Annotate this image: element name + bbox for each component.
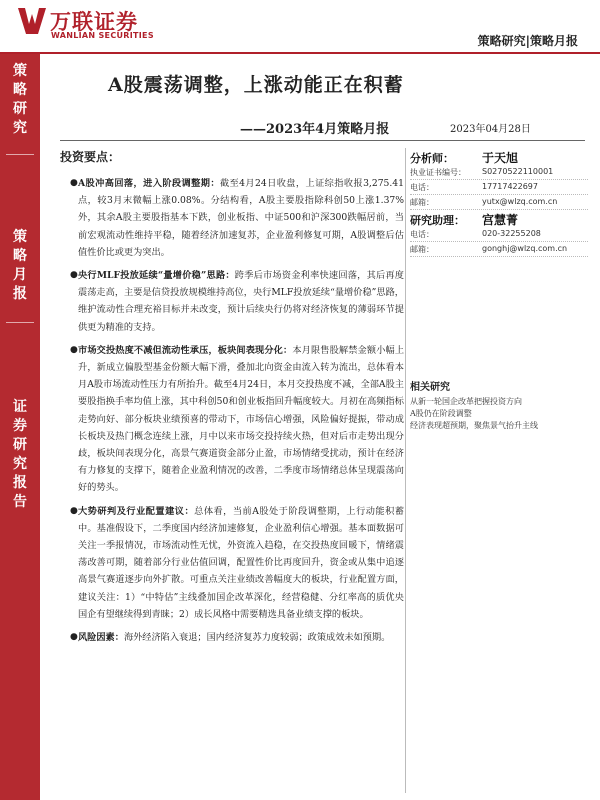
analyst-row: [410, 148, 588, 165]
report-category: 策略研究|策略月报: [477, 34, 578, 48]
related-research: [410, 378, 588, 432]
sidebar-label-strategy-research: 策略研究: [13, 63, 27, 136]
analyst-label: 分析师：: [410, 152, 454, 165]
wanlian-logo-icon: [18, 8, 46, 34]
phone-value: 17717422697: [482, 182, 538, 191]
key-point-lead: 央行MLF投放延续“量增价稳”思路：: [78, 270, 235, 282]
related-heading: 相关研究: [410, 382, 450, 393]
section-heading: 投资要点：: [60, 150, 121, 164]
key-point: [60, 629, 404, 646]
report-title: A股震荡调整，上涨动能正在积蓄: [108, 74, 404, 96]
key-point-text: 本月限售股解禁金额小幅上升，新成立偏股型基金份额大幅下滑，叠加北向资金由流入转为流出，总体看本月A股市场流动性压力有所抬升。截至4月24日，本月交投热度不减，全部A股主要股指换手率均值上涨，其中科创50和创业板指回升幅度较大。月初在高频指标走势向好、部分板块业绩预喜的带动下，市场信心增强，风险偏好提振，带动成长板块及热门概念连续上涨，月中以来市场交投持续火热，但对后市走势出现分歧，板块间表现分化，高景气赛道资金部分止盈，市场情绪受扰动，预计在经济有力修复的支撑下，随着企业盈利情况的改善，二季度市场情绪总体呈现震荡向好的势头。: [78, 344, 405, 494]
key-point-text: 跨季后市场资金利率快速回落，其后再度震荡走高，主要是信贷投放规模维持高位，央行MLF投放延续“量增价稳”思路，维护流动性合理充裕目标并未改变，预计后续央行仍将对经济恢复的薄弱环节提供更为精准的支持。: [78, 270, 404, 333]
email-value[interactable]: yutx@wlzq.com.cn: [482, 197, 558, 206]
bullet-icon: ●: [70, 270, 78, 281]
key-point-text: 总体看，当前A股处于阶段调整期，上行动能积蓄中。基准假设下，二季度国内经济加速修复，企业盈利信心增强。基本面数据可关注一季报情况，市场流动性无忧，外资流入趋稳，在交投热度回暖下，情绪震荡改善可期，随着部分行业估值回调，配置性价比再度回升，资金或从集中追逐高景气赛道逐步向外扩散。可重点关注业绩改善幅度大的板块，行业配置方面，建议关注：1）“中特估”主线叠加国企改革深化，经营稳健、分红率高的质优央国企有望继续得到青睐；2）成长风格中需要精选具备业绩支撑的板块。: [78, 505, 405, 620]
assistant-phone-row: [410, 227, 588, 242]
assistant-label: 研究助理：: [410, 214, 465, 227]
key-point-text: 海外经济陷入衰退；国内经济复苏力度较弱；政策成效未如预期。: [123, 632, 391, 644]
sidebar-divider: [6, 154, 34, 155]
analyst-name: 于天旭: [482, 151, 519, 165]
header-divider: [0, 52, 600, 54]
assistant-phone-label: 电话：: [410, 230, 434, 239]
assistant-row: [410, 210, 588, 227]
investment-highlights: [60, 148, 404, 652]
assistant-email-row: [410, 242, 588, 257]
sidebar-label-monthly-report: 策略月报: [13, 229, 27, 302]
logo-name: 万联证券: [50, 10, 138, 34]
report-subtitle: ——2023年4月策略月报: [240, 122, 390, 137]
logo-english-name: WANLIAN SECURITIES: [51, 31, 154, 40]
sidebar-divider: [6, 322, 34, 323]
analyst-info: [410, 148, 588, 257]
bullet-icon: ●: [70, 344, 78, 355]
report-date: 2023年04月28日: [450, 124, 531, 135]
sidebar: [0, 54, 40, 800]
assistant-email-value[interactable]: gonghj@wlzq.com.cn: [482, 244, 568, 253]
bullet-icon: ●: [70, 505, 78, 516]
email-label: 邮箱：: [410, 198, 434, 207]
cert-row: [410, 165, 588, 180]
key-point: [60, 267, 404, 336]
assistant-name: 宫慧菁: [482, 213, 519, 227]
bullet-icon: ●: [70, 178, 78, 188]
key-point-lead: A股冲高回落，进入阶段调整期：: [78, 178, 220, 189]
key-point-lead: 风险因素：: [78, 632, 124, 644]
key-point-lead: 市场交投热度不减但流动性承压，板块间表现分化：: [78, 344, 293, 356]
report-header: [0, 0, 600, 54]
email-row: [410, 195, 588, 210]
key-point: [60, 175, 404, 261]
sidebar-label-securities-report: 证券研究报告: [13, 399, 27, 510]
phone-label: 电话：: [410, 183, 434, 192]
assistant-phone-value: 020-32255208: [482, 229, 541, 238]
related-item[interactable]: 经济表现超预期，聚焦景气抬升主线: [410, 421, 538, 430]
related-item[interactable]: A股仍在阶段调整: [410, 409, 472, 418]
assistant-email-label: 邮箱：: [410, 245, 434, 254]
column-divider: [405, 148, 406, 793]
bullet-icon: ●: [70, 632, 78, 643]
key-point: [60, 503, 404, 623]
key-point-lead: 大势研判及行业配置建议：: [78, 505, 195, 517]
related-item[interactable]: 从新一轮国企改革把握投资方向: [410, 397, 522, 406]
cert-value: S0270522110001: [482, 167, 554, 176]
phone-row: [410, 180, 588, 195]
key-point: [60, 342, 404, 497]
title-divider: [60, 140, 585, 141]
cert-label: 执业证书编号：: [410, 168, 466, 177]
key-point-text: 截至4月24日收盘，上证综指收报3,275.41点，较3月末微幅上涨0.08%。分结构看，A股主要股指除科创50上涨1.37%外，其余A股主要股指基本下跌，创业板指、中证500和沪深300跌幅居前，当前宏观流动性维持平稳，随着经济加速复苏，企业盈利修复可期，A股调整后估值性价比或更为突出。: [78, 178, 404, 258]
